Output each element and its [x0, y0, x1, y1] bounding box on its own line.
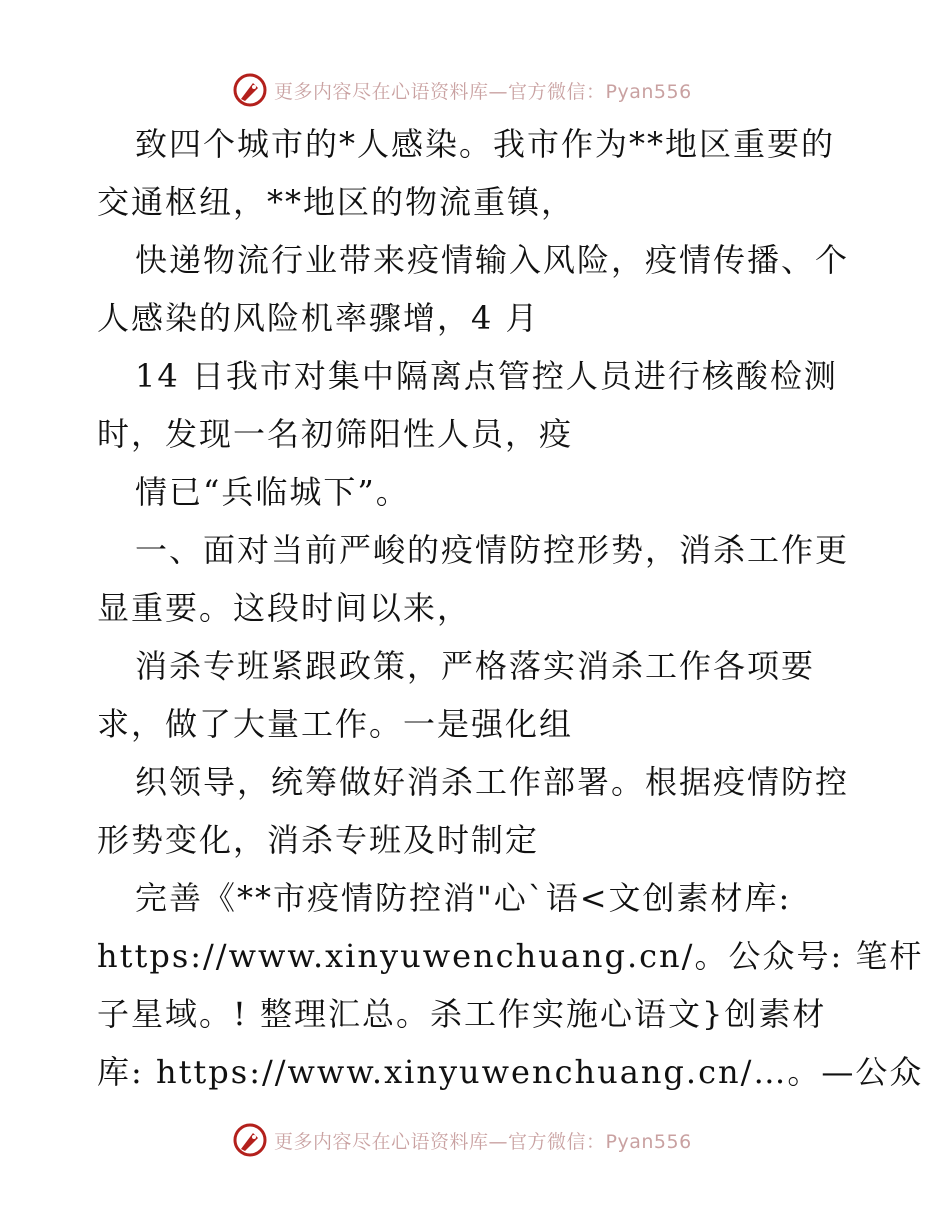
text-line: 情已“兵临城下”。: [135, 473, 410, 511]
document-body: [97, 115, 924, 1101]
text-line: 显重要。这段时间以来，: [97, 589, 472, 627]
text-line: 快递物流行业带来疫情输入风险，疫情传播、个: [135, 241, 850, 279]
text-line: 交通枢纽，**地区的物流重镇，: [97, 183, 576, 221]
text-line: 致四个城市的*人感染。我市作为**地区重要的: [135, 125, 836, 163]
text-line: 库: https://www.xinyuwenchuang.cn/…。—公众: [97, 1053, 924, 1091]
footer-watermark: [232, 1120, 692, 1160]
text-line: 人感染的风险机率骤增，4 月: [97, 299, 540, 337]
watermark-text: 更多内容尽在心语资料库—官方微信：Pyan556: [274, 1130, 692, 1153]
text-line: https://www.xinyuwenchuang.cn/。公众号: 笔杆: [97, 937, 924, 975]
text-line: 形势变化，消杀专班及时制定: [97, 821, 540, 859]
pen-nib-logo-icon: [232, 1122, 268, 1158]
text-line: 14 日我市对集中隔离点管控人员进行核酸检测: [135, 357, 838, 395]
watermark-text: 更多内容尽在心语资料库—官方微信：Pyan556: [274, 80, 692, 103]
text-line: 一、面对当前严峻的疫情防控形势，消杀工作更: [135, 531, 850, 569]
text-line: 子星域。! 整理汇总。杀工作实施心语文}创素材: [97, 995, 827, 1033]
text-line: 消杀专班紧跟政策，严格落实消杀工作各项要: [135, 647, 816, 685]
header-watermark: [232, 70, 692, 110]
text-line: 时，发现一名初筛阳性人员，疫: [97, 415, 574, 453]
text-line: 求，做了大量工作。一是强化组: [97, 705, 574, 743]
text-line: 完善《**市疫情防控消"心`语<文创素材库:: [135, 879, 792, 917]
pen-nib-logo-icon: [232, 72, 268, 108]
text-line: 织领导，统筹做好消杀工作部署。根据疫情防控: [135, 763, 850, 801]
